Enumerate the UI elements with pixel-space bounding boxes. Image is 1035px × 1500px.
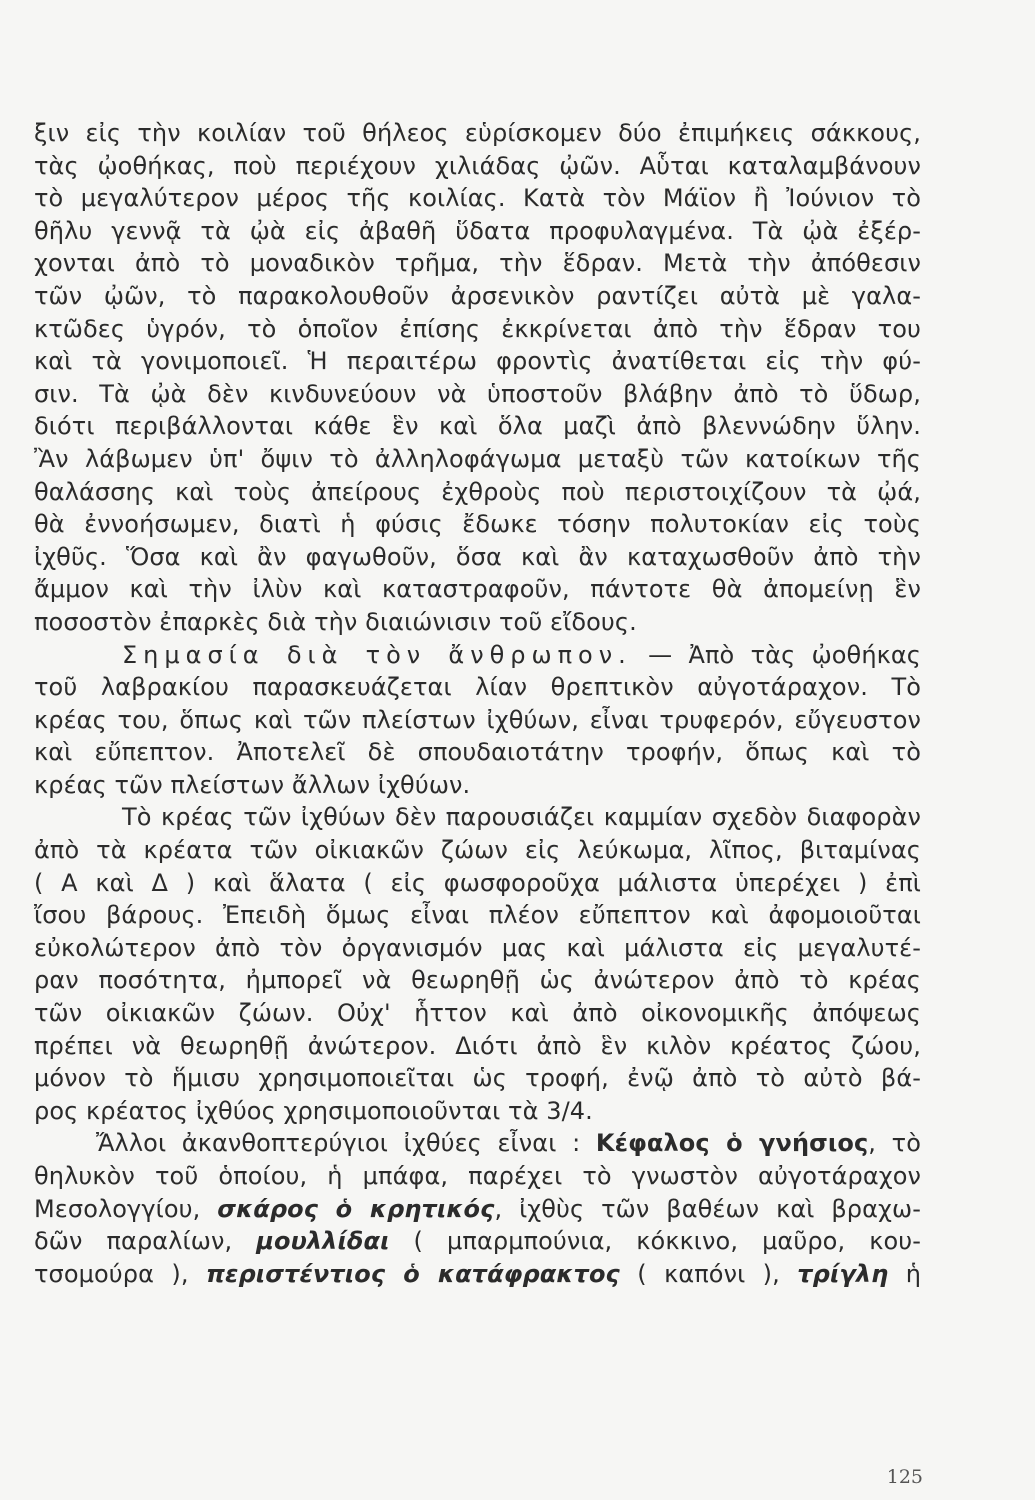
- heading-continuation: — Ἀπὸ τὰς ᾠοθήκας: [631, 640, 921, 669]
- text-line: [34, 1258, 921, 1291]
- text-line: καὶ εὔπεπτον. Ἀποτελεῖ δὲ σπουδαιοτάτην τροφήν, ὅπως καὶ τὸ: [34, 738, 921, 767]
- text-run: δῶν παραλίων,: [34, 1227, 257, 1256]
- page-text: [34, 117, 921, 1290]
- text-line: πρέπει νὰ θεωρηθῇ ἀνώτερον. Διότι ἀπὸ ἓν κιλὸν κρέατος ζώου,: [34, 1031, 921, 1060]
- section-heading-line: [34, 639, 921, 672]
- text-run: ( μπαρμπούνια, κόκκινο, μαῦρο, κου-: [389, 1227, 921, 1256]
- text-line: θαλάσσης καὶ τοὺς ἀπείρους ἐχθροὺς ποὺ περιστοιχίζουν τὰ ᾠά,: [34, 477, 921, 506]
- text-line: ἴσου βάρους. Ἐπειδὴ ὅμως εἶναι πλέον εὔπεπτον καὶ ἀφομοιοῦται: [34, 901, 921, 930]
- text-run: Ἄλλοι ἀκανθοπτερύγιοι ἰχθύες εἶναι :: [96, 1129, 596, 1158]
- text-line: κρέας τῶν πλείστων ἄλλων ἰχθύων.: [34, 770, 471, 799]
- text-line: ρος κρέατος ἰχθύος χρησιμοποιοῦνται τὰ 3/4.: [34, 1096, 593, 1125]
- text-line: [34, 1127, 921, 1160]
- text-line: θὰ ἐννοήσωμεν, διατὶ ἡ φύσις ἔδωκε τόσην πολυτοκίαν εἰς τοὺς: [34, 510, 921, 539]
- text-line: θηλυκὸν τοῦ ὁποίου, ἡ μπάφα, παρέχει τὸ γνωστὸν αὐγοτάραχον: [34, 1162, 921, 1190]
- fish-name: Κέφαλος ὁ γνήσιος: [595, 1129, 869, 1158]
- text-line: Ἂν λάβωμεν ὑπ' ὄψιν τὸ ἀλληλοφάγωμα μεταξὺ τῶν κατοίκων τῆς: [34, 444, 921, 473]
- text-line: ( Α καὶ Δ ) καὶ ἅλατα ( εἰς φωσφοροῦχα μάλιστα ὑπερέχει ) ἐπὶ: [34, 868, 921, 897]
- text-line: τῶν ᾠῶν, τὸ παρακολουθοῦν ἀρσενικὸν ραντίζει αὐτὰ μὲ γαλα-: [34, 281, 921, 310]
- text-line: κρέας του, ὅπως καὶ τῶν πλείστων ἰχθύων, εἶναι τρυφερόν, εὔγευστον: [34, 705, 921, 734]
- fish-name: περιστέντιος ὁ κατάφρακτος: [205, 1259, 620, 1288]
- section-heading: Σημασία διὰ τὸν ἄνθρωπον.: [122, 640, 632, 669]
- text-line: [34, 1225, 921, 1258]
- text-line: ξιν εἰς τὴν κοιλίαν τοῦ θήλεος εὑρίσκομεν δύο ἐπιμήκεις σάκκους,: [34, 119, 921, 147]
- text-line: εὐκολώτερον ἀπὸ τὸν ὀργανισμόν μας καὶ μάλιστα εἰς μεγαλυτέ-: [34, 933, 921, 962]
- text-run: , ἰχθὺς τῶν βαθέων καὶ βραχω-: [494, 1194, 921, 1223]
- page-number: 125: [886, 1466, 923, 1488]
- text-run: ( καπόνι ),: [619, 1259, 798, 1288]
- text-line: κτῶδες ὑγρόν, τὸ ὁποῖον ἐπίσης ἐκκρίνεται ἀπὸ τὴν ἕδραν του: [34, 314, 921, 343]
- fish-name: τρίγλη: [797, 1259, 889, 1288]
- text-line: χονται ἀπὸ τὸ μοναδικὸν τρῆμα, τὴν ἕδραν. Μετὰ τὴν ἀπόθεσιν: [34, 249, 921, 278]
- fish-name: σκάρος ὁ κρητικός: [217, 1194, 495, 1223]
- text-line: σιν. Τὰ ᾠὰ δὲν κινδυνεύουν νὰ ὑποστοῦν βλάβην ἀπὸ τὸ ὕδωρ,: [34, 379, 921, 408]
- text-line: ἄμμον καὶ τὴν ἰλὺν καὶ καταστραφοῦν, πάντοτε θὰ ἀπομείνῃ ἓν: [34, 575, 921, 604]
- text-line: ποσοστὸν ἐπαρκὲς διὰ τὴν διαιώνισιν τοῦ εἴδους.: [34, 607, 637, 636]
- text-line: καὶ τὰ γονιμοποιεῖ. Ἡ περαιτέρω φροντὶς ἀνατίθεται εἰς τὴν φύ-: [34, 347, 921, 376]
- text-line: τὸ μεγαλύτερον μέρος τῆς κοιλίας. Κατὰ τὸν Μάϊον ἢ Ἰούνιον τὸ: [34, 184, 921, 213]
- text-line: ἀπὸ τὰ κρέατα τῶν οἰκιακῶν ζώων εἰς λεύκωμα, λῖπος, βιταμίνας: [34, 836, 921, 865]
- text-line: ραν ποσότητα, ἠμπορεῖ νὰ θεωρηθῇ ὡς ἀνώτερον ἀπὸ τὸ κρέας: [34, 966, 921, 995]
- text-line: ἰχθῦς. Ὅσα καὶ ἂν φαγωθοῦν, ὅσα καὶ ἂν καταχωσθοῦν ἀπὸ τὴν: [34, 542, 921, 571]
- text-line: μόνον τὸ ἥμισυ χρησιμοποιεῖται ὡς τροφή, ἐνῷ ἀπὸ τὸ αὐτὸ βά-: [34, 1064, 921, 1093]
- fish-name: μουλλίδαι: [256, 1227, 390, 1256]
- text-run: Μεσολογγίου,: [34, 1194, 218, 1223]
- text-line: τὰς ᾠοθήκας, ποὺ περιέχουν χιλιάδας ᾠῶν. Αὗται καταλαμβάνουν: [34, 151, 921, 180]
- text-run: τσομούρα ),: [34, 1259, 206, 1288]
- text-line: Τὸ κρέας τῶν ἰχθύων δὲν παρουσιάζει καμμίαν σχεδὸν διαφορὰν: [122, 803, 921, 832]
- text-run: , τὸ: [868, 1129, 921, 1158]
- text-run: ἡ: [888, 1259, 922, 1288]
- text-line: διότι περιβάλλονται κάθε ἓν καὶ ὅλα μαζὶ ἀπὸ βλεννώδην ὕλην.: [34, 412, 921, 441]
- text-line: τῶν οἰκιακῶν ζώων. Οὐχ' ἧττον καὶ ἀπὸ οἰκονομικῆς ἀπόψεως: [34, 999, 921, 1028]
- text-line: τοῦ λαβρακίου παρασκευάζεται λίαν θρεπτικὸν αὐγοτάραχον. Τὸ: [34, 673, 921, 702]
- text-line: θῆλυ γεννᾷ τὰ ᾠὰ εἰς ἀβαθῆ ὕδατα προφυλαγμένα. Τὰ ᾠὰ ἐξέρ-: [34, 216, 921, 245]
- text-line: [34, 1193, 921, 1226]
